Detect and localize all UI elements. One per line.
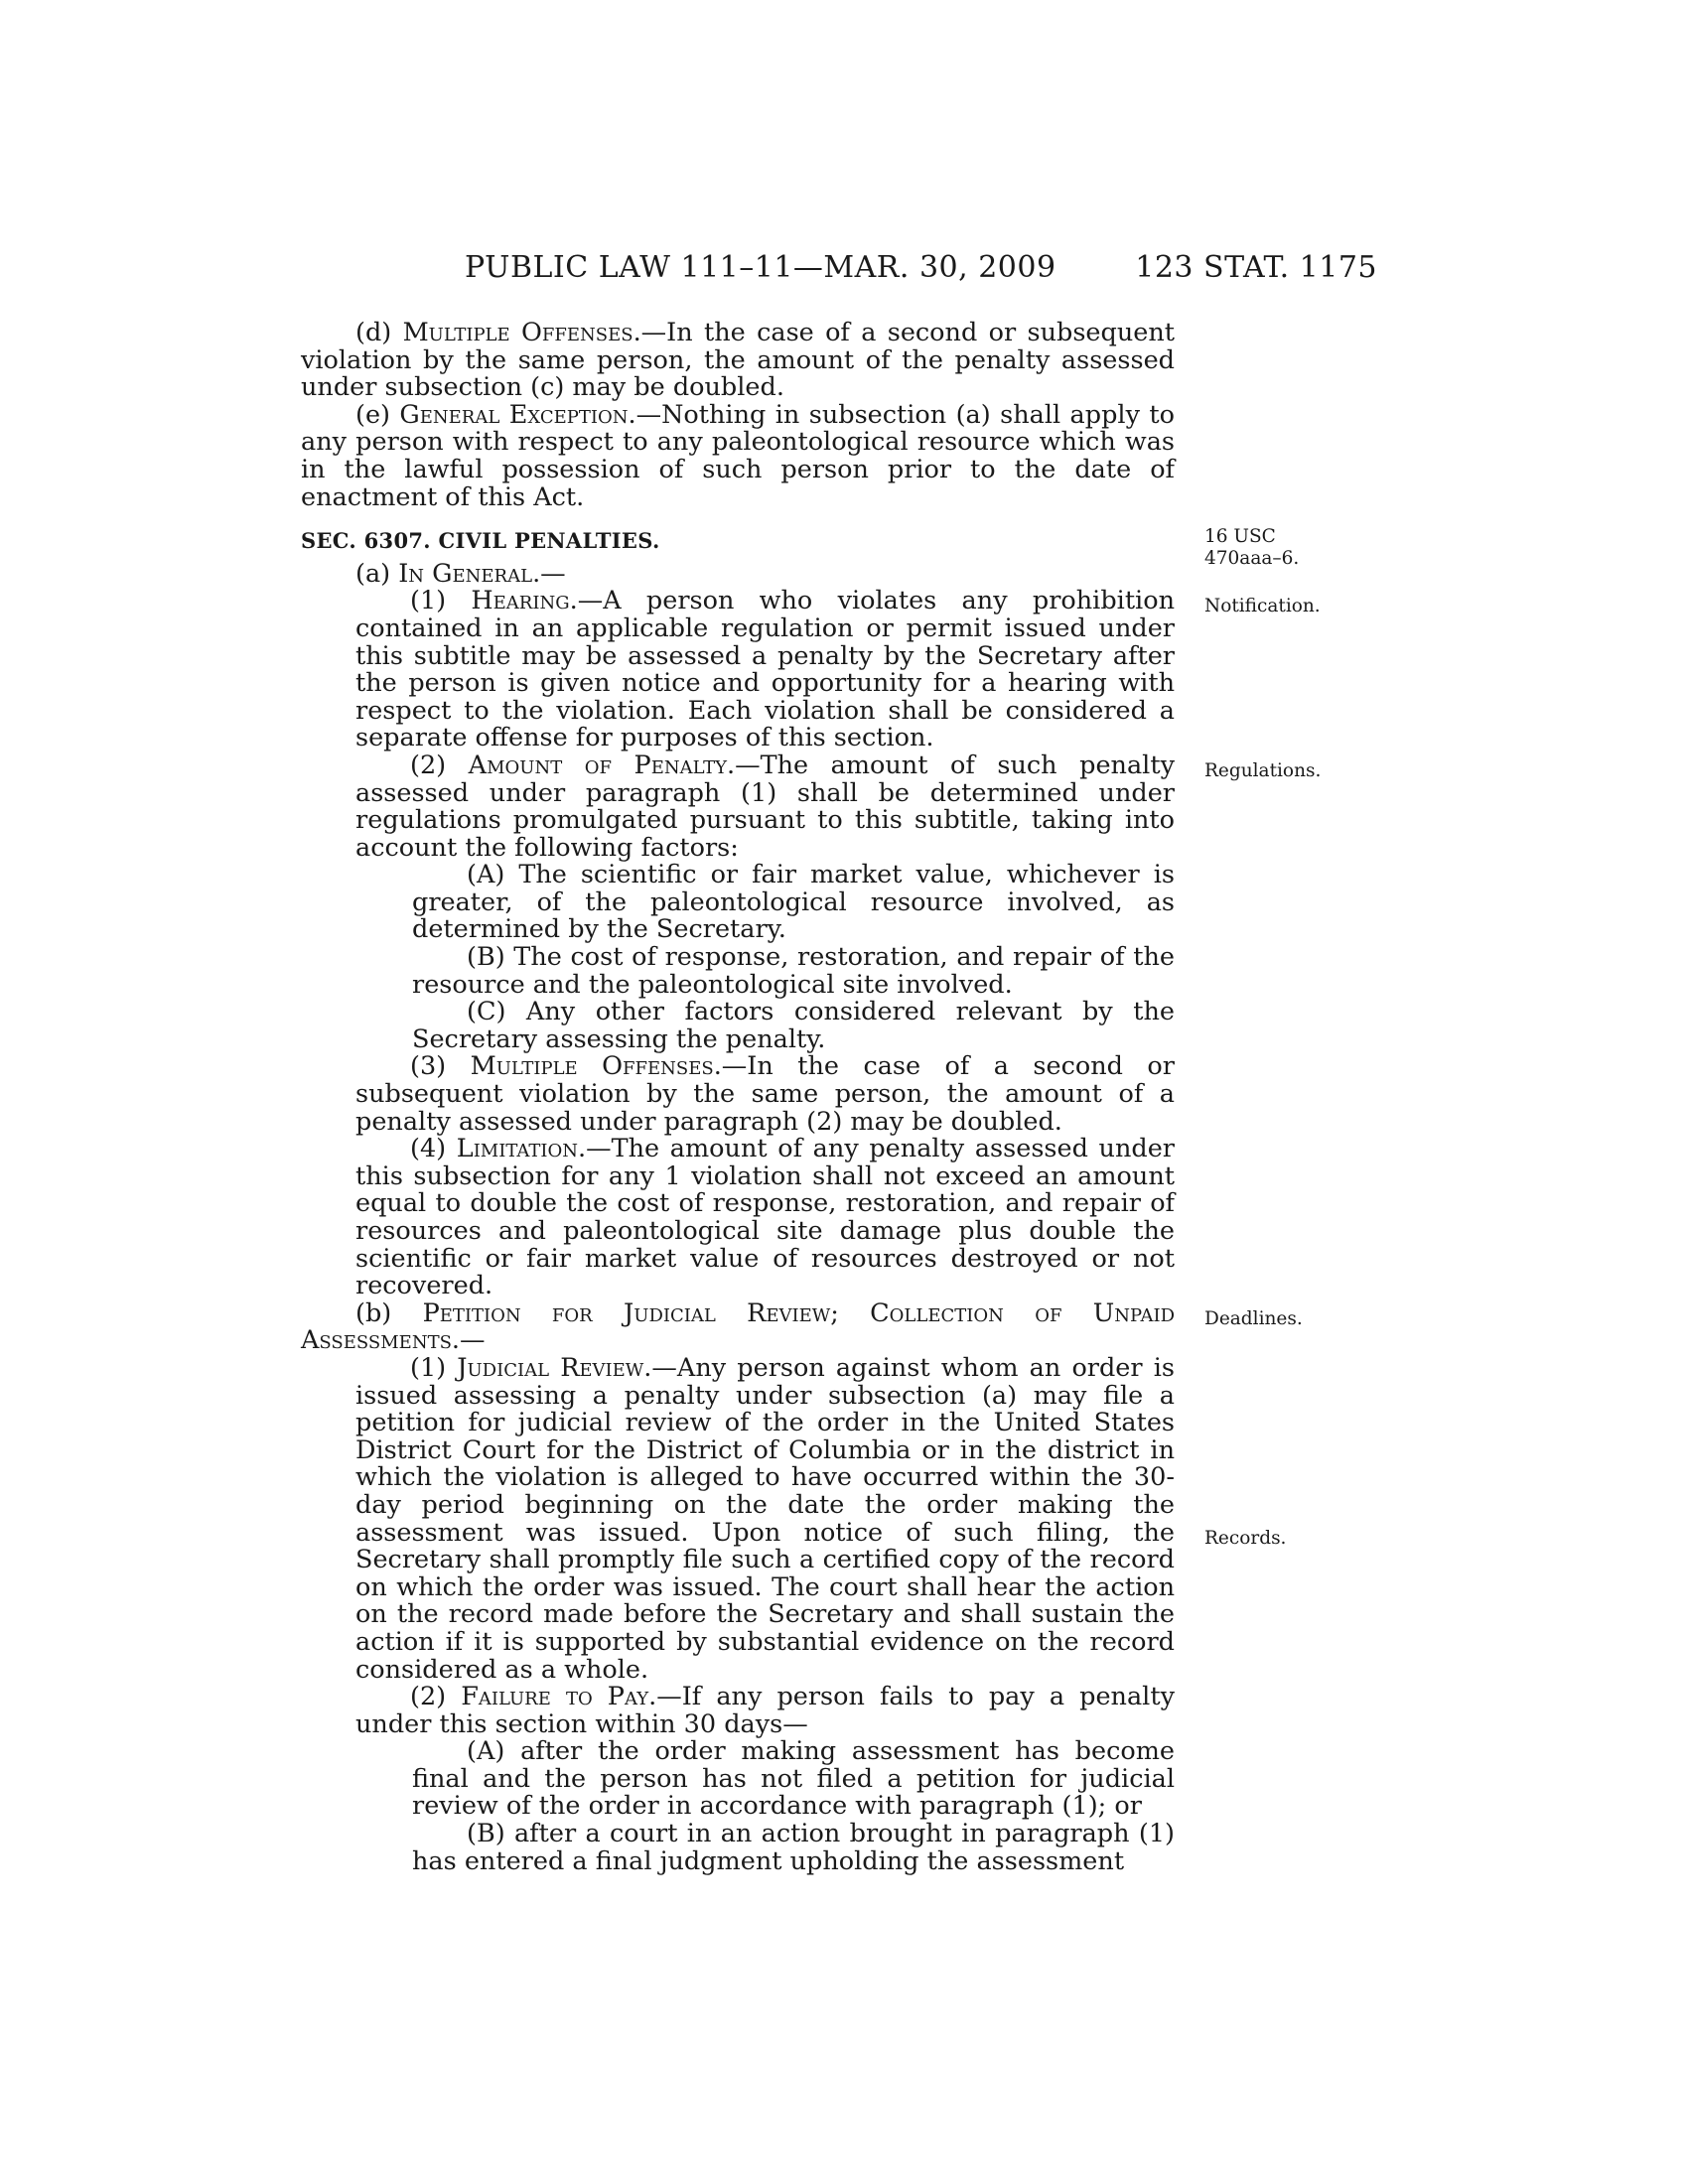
stat-page-number: 123 STAT. 1175 [1135,250,1377,285]
paragraph-b1: (1) Judicial Review.—Any person against whom an order is issued assessing a penalty under subsection (a) may file a petition for judicial review of the order in the United States District Court for the District of Columbia or in the district in which the violation is alleged to have occurred within the 30-day period beginning on the date the order making the assessment was issued. Upon notice of such filing, the Secretary shall promptly file such a certified copy of the record on which the order was issued. The court shall hear the action on the record made before the Secretary and shall sustain the action if it is supported by substantial evidence on the record considered as a whole. [355,1352,1175,1685]
paragraph-heading: Hearing [471,586,570,616]
running-header [298,250,1377,290]
subparagraph-b2B: (B) after a court in an action brought in paragraph (1) has entered a final judgment upholding the assessment [412,1819,1175,1876]
margin-note-regulations: Regulations. [1204,760,1322,781]
paragraph-heading: Judicial Review [457,1352,644,1383]
paragraph-heading: Amount of Penalty [468,750,727,780]
paragraph-a1: (1) Hearing.—A person who violates any prohibition contained in an applicable regulation or permit issued under this subtitle may be assessed a penalty by the Secretary after the person is given notice and opportunity for a hearing with respect to the violation. Each violation shall be considered a separate offense for purposes of this section. [355,586,1175,753]
paragraph-heading: Limitation [456,1134,579,1164]
margin-note-usc: 16 USC 470aaa–6. [1204,526,1300,569]
subparagraph-a2C: (C) Any other factors considered relevant by the Secretary assessing the penalty. [412,997,1175,1054]
paragraph-heading: Multiple Offenses [470,1051,714,1082]
paragraph-a4: (4) Limitation.—The amount of any penalty assessed under this subsection for any 1 violation shall not exceed an amount equal to double the cost of response, restoration, and repair of resources and paleontological site damage plus double the scientific or fair market value of resources destroyed or not recovered. [355,1134,1175,1301]
margin-note-deadlines: Deadlines. [1204,1308,1303,1329]
subsection-heading: In General [398,558,533,589]
subsection-b: (b) Petition for Judicial Review; Collection of Unpaid Assessments.— [301,1297,1176,1356]
margin-note-notification: Notification. [1204,596,1321,616]
statute-body [301,320,1175,1875]
subsection-a: (a) In General.— [355,558,566,589]
subsection-heading: General Exception [399,399,629,430]
subsection-heading: Multiple Offenses [402,318,633,347]
subparagraph-a2B: (B) The cost of response, restoration, and repair of the resource and the paleontological site involved. [412,942,1175,1000]
paragraph-b2: (2) Failure to Pay.—If any person fails to pay a penalty under this section within 30 days— [355,1682,1175,1739]
paragraph-heading: Failure to Pay [461,1682,649,1712]
subparagraph-a2A: (A) The scientific or fair market value, whichever is greater, of the paleontological resource involved, as determined by the Secretary. [412,860,1175,945]
margin-note-records: Records. [1204,1528,1287,1549]
subsection-heading: Petition for Judicial Review; Collection of Unpaid Assessments [301,1297,1176,1356]
paragraph-a2: (2) Amount of Penalty.—The amount of such penalty assessed under paragraph (1) shall be determined under regulations promulgated pursuant to this subtitle, taking into account the following factors: [355,750,1175,863]
page-title: PUBLIC LAW 111–11—MAR. 30, 2009 [465,250,1056,285]
section-heading: SEC. 6307. CIVIL PENALTIES. [301,528,660,554]
subsection-d: (d) Multiple Offenses.—In the case of a second or subsequent violation by the same person, the amount of the penalty assessed under subsection (c) may be doubled. [301,318,1176,403]
subsection-e: (e) General Exception.—Nothing in subsection (a) shall apply to any person with respect to any paleontological resource which was in the lawful possession of such person prior to the date of enactment of this Act. [301,399,1175,512]
paragraph-a3: (3) Multiple Offenses.—In the case of a second or subsequent violation by the same person, the amount of a penalty assessed under paragraph (2) may be doubled. [355,1051,1175,1137]
subparagraph-b2A: (A) after the order making assessment has become final and the person has not filed a petition for judicial review of the order in accordance with paragraph (1); or [412,1736,1175,1822]
